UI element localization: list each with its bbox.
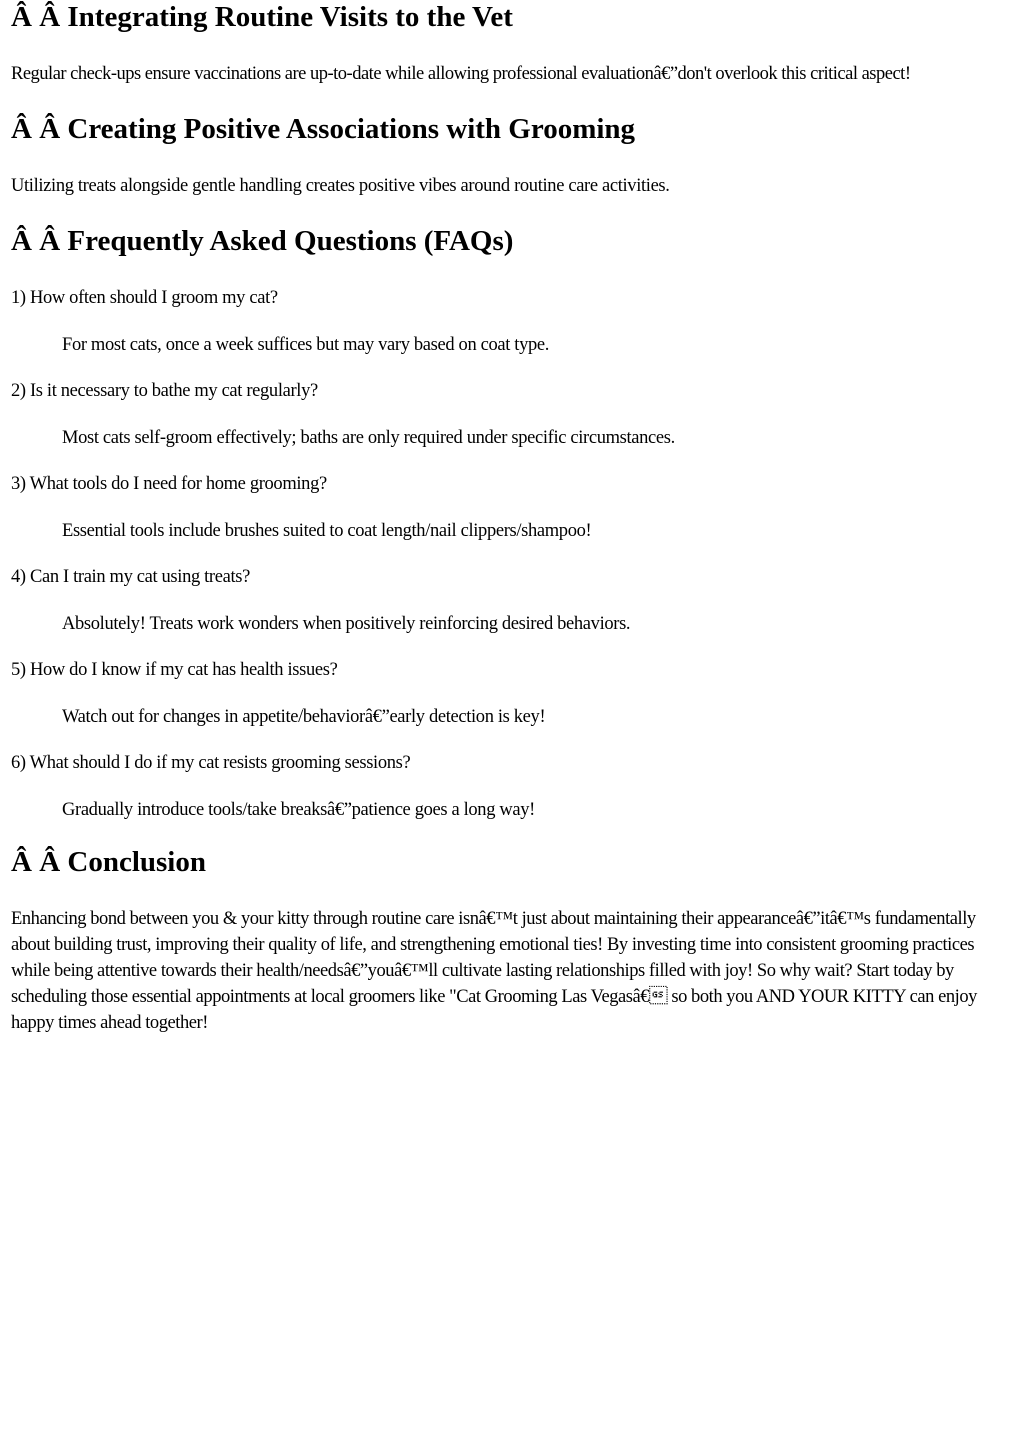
faq-answer: Gradually introduce tools/take breaksâ€”patience goes a long way! [62,799,535,820]
faq-item [11,285,1015,378]
faq-item [11,471,1015,564]
faq-answer: Most cats self-groom effectively; baths are only required under specific circumstances. [62,427,675,448]
faq-question: 1) How often should I groom my cat? [11,288,278,308]
faq-answer: Watch out for changes in appetite/behaviorâ€”early detection is key! [62,706,546,727]
faq-answer: For most cats, once a week suffices but may vary based on coat type. [62,334,550,355]
heading-faqs: Â Â Frequently Asked Questions (FAQs) [11,225,514,257]
faq-item [11,657,1015,750]
faq-list [11,285,1015,843]
paragraph-positive-associations: Utilizing treats alongside gentle handling creates positive vibes around routine care activities. [11,176,670,196]
faq-item [11,378,1015,471]
heading-vet-visits: Â Â Integrating Routine Visits to the Vet [11,1,513,33]
faq-item [11,564,1015,657]
faq-answer: Absolutely! Treats work wonders when positively reinforcing desired behaviors. [62,613,631,634]
faq-question: 4) Can I train my cat using treats? [11,567,250,587]
faq-question: 2) Is it necessary to bathe my cat regularly? [11,381,318,401]
faq-item [11,750,1015,843]
faq-answer: Essential tools include brushes suited to coat length/nail clippers/shampoo! [62,520,592,541]
paragraph-conclusion: Enhancing bond between you & your kitty through routine care isnâ€™t just about maintaining their appearanceâ€”itâ€™s fundamentally about building trust, improving their quality of life, and strengthening emotional ties! By investing time into consistent grooming practices while being attentive towards their health/needsâ€”youâ€™ll cultivate lasting relationships filled with joy! So why wait? Start today by scheduling those essential appointments at local groomers like "Cat Grooming Las Vegasâ€ so both you AND YOUR KITTY can enjoy happy times ahead together! [11,909,977,1033]
heading-conclusion: Â Â Conclusion [11,846,206,878]
paragraph-vet-visits: Regular check-ups ensure vaccinations are up-to-date while allowing professional evaluationâ€”don't overlook this critical aspect! [11,64,911,84]
faq-question: 5) How do I know if my cat has health issues? [11,660,338,680]
heading-positive-associations: Â Â Creating Positive Associations with Grooming [11,113,636,145]
faq-question: 6) What should I do if my cat resists grooming sessions? [11,753,411,773]
faq-question: 3) What tools do I need for home grooming? [11,474,327,494]
